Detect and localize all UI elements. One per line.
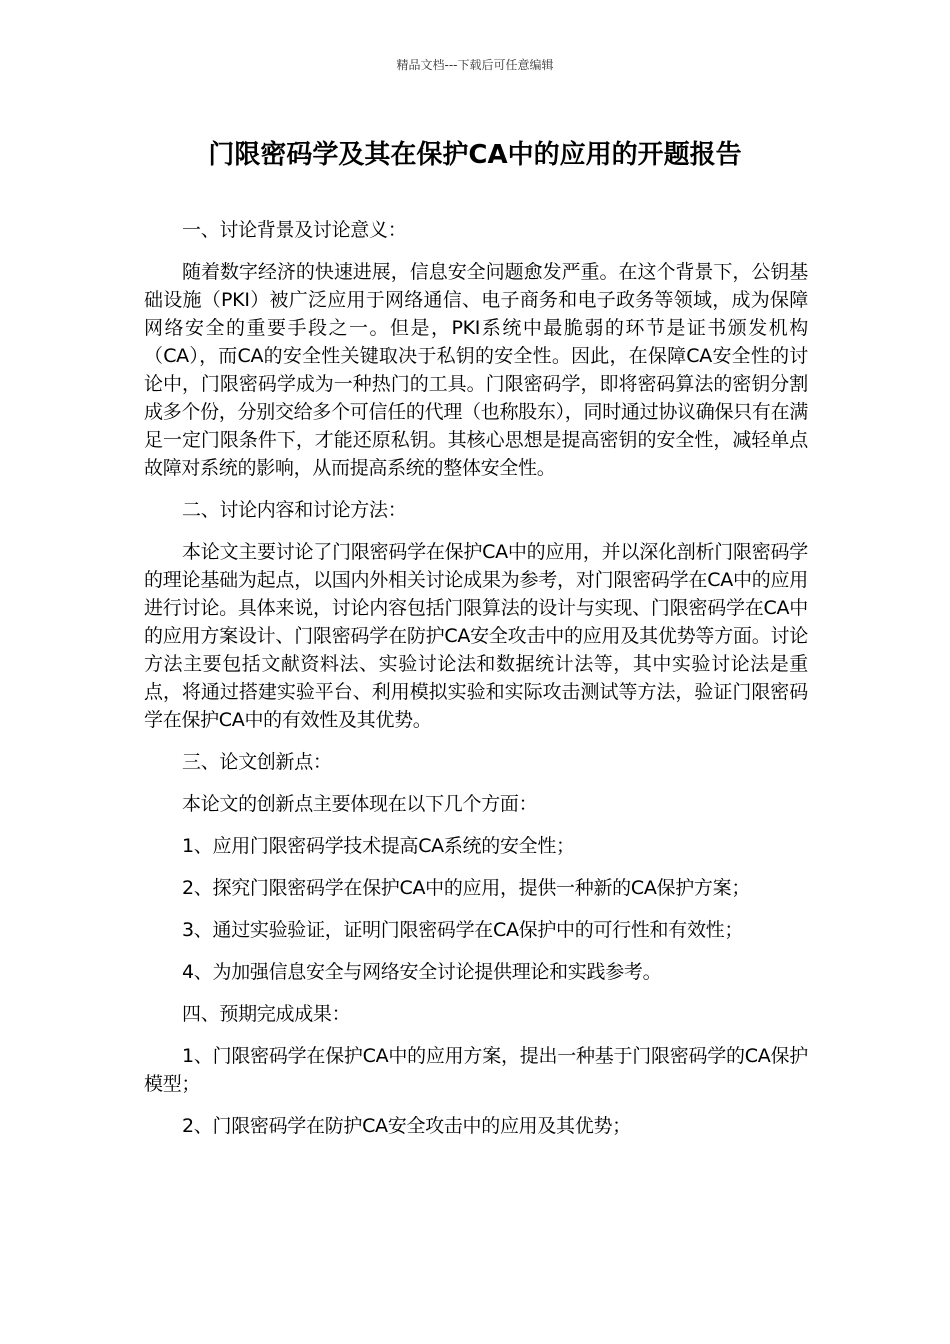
section-4-heading: 四、预期完成成果： [182, 1003, 351, 1025]
section-3-item-3: 3、通过实验验证，证明门限密码学在CA保护中的可行性和有效性； [182, 919, 744, 941]
document-body [144, 216, 808, 1154]
section-2-paragraph: 本论文主要讨论了门限密码学在保护CA中的应用，并以深化剖析门限密码学的理论基础为起点，以国内外相关讨论成果为参考，对门限密码学在CA中的应用进行讨论。具体来说，讨论内容包括门限算法的设计与实现、门限密码学在CA中的应用方案设计、门限密码学在防护CA安全攻击中的应用及其优势等方面。讨论方法主要包括文献资料法、实验讨论法和数据统计法等，其中实验讨论法是重点，将通过搭建实验平台、利用模拟实验和实际攻击测试等方法，验证门限密码学在保护CA中的有效性及其优势。 [144, 541, 808, 731]
header-note: 精品文档---下载后可任意编辑 [396, 58, 554, 72]
section-3-item-4: 4、为加强信息安全与网络安全讨论提供理论和实践参考。 [182, 961, 662, 983]
section-2-heading: 二、讨论内容和讨论方法： [182, 499, 407, 521]
section-1-heading: 一、讨论背景及讨论意义： [182, 219, 407, 241]
section-3-item-2: 2、探究门限密码学在保护CA中的应用，提供一种新的CA保护方案； [182, 877, 751, 899]
section-3-item-1: 1、应用门限密码学技术提高CA系统的安全性； [182, 835, 575, 857]
section-4-item-2: 2、门限密码学在防护CA安全攻击中的应用及其优势； [182, 1115, 631, 1137]
section-1-paragraph: 随着数字经济的快速进展，信息安全问题愈发严重。在这个背景下，公钥基础设施（PKI）被广泛应用于网络通信、电子商务和电子政务等领域，成为保障网络安全的重要手段之一。但是，PKI系统中最脆弱的环节是证书颁发机构（CA），而CA的安全性关键取决于私钥的安全性。因此，在保障CA安全性的讨论中，门限密码学成为一种热门的工具。门限密码学，即将密码算法的密钥分割成多个份，分别交给多个可信任的代理（也称股东），同时通过协议确保只有在满足一定门限条件下，才能还原私钥。其核心思想是提高密钥的安全性，减轻单点故障对系统的影响，从而提高系统的整体安全性。 [144, 261, 808, 479]
section-3-intro: 本论文的创新点主要体现在以下几个方面： [182, 793, 538, 815]
section-4-item-1: 1、门限密码学在保护CA中的应用方案，提出一种基于门限密码学的CA保护模型； [144, 1045, 808, 1095]
section-3-heading: 三、论文创新点： [182, 751, 332, 773]
document-title: 门限密码学及其在保护CA中的应用的开题报告 [208, 140, 742, 170]
